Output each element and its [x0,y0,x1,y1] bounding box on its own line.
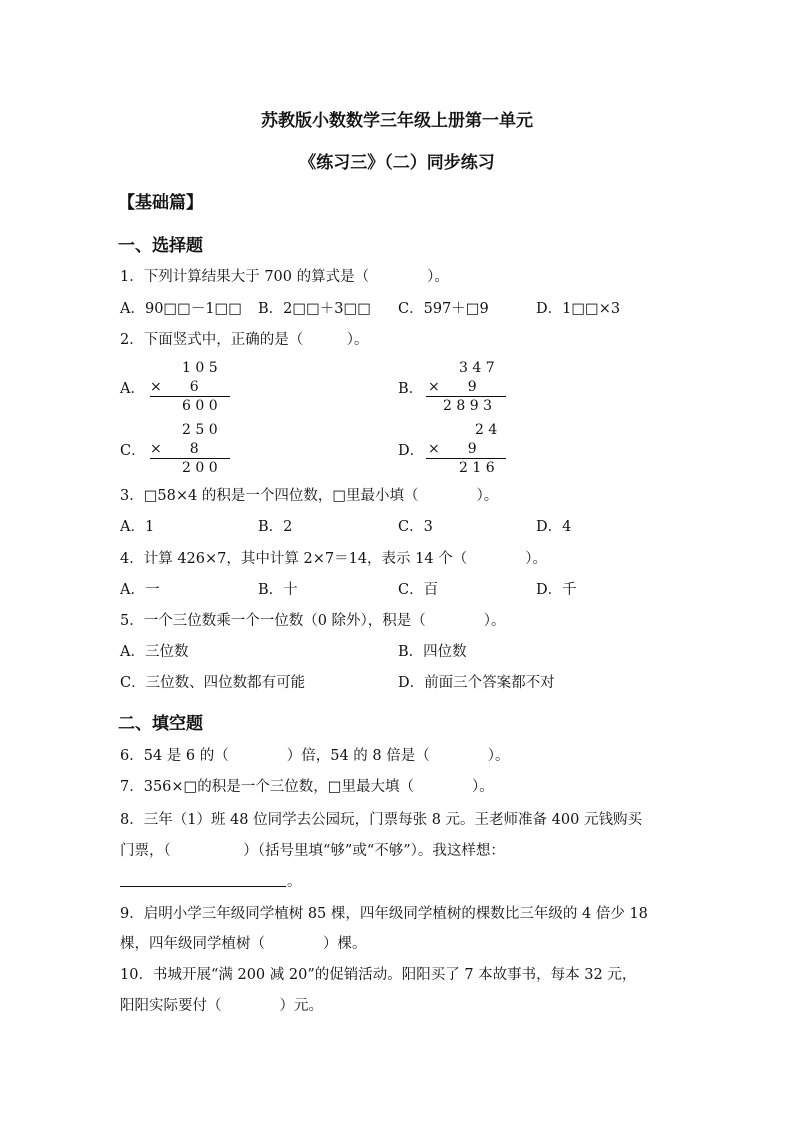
q1-option-c: C．597＋□9 [398,301,489,317]
q1-option-b: B．2□□＋3□□ [258,301,371,317]
q2-c-product: 2 0 0 [182,460,218,476]
question-5-stem: 5．一个三位数乘一个一位数（0 除外），积是（ ）。 [120,613,506,629]
q4-option-a: A．一 [120,582,160,598]
question-3-stem: 3．□58×4 的积是一个四位数，□里最小填（ ）。 [120,488,499,504]
q2-option-d-label: D． [398,443,425,459]
q2-c-multiplier: × 8 [150,441,199,457]
question-8-line-2: 门票，（ ）（括号里填“够”或“不够”）。我这样想： [120,843,505,859]
question-10-line-1: 10．书城开展“满 200 减 20”的促销活动。阳阳买了 7 本故事书，每本 32 元， [120,967,637,983]
q2-b-product: 2 8 9 3 [443,398,492,414]
q5-option-a: A．三位数 [120,644,189,660]
q8-line-3-end: 。 [287,874,302,890]
q5-option-d: D．前面三个答案都不对 [398,675,555,691]
q3-option-d: D．4 [536,519,572,535]
q1-option-d: D．1□□×3 [536,301,621,317]
question-2-stem: 2．下面竖式中，正确的是（ ）。 [120,332,369,348]
q5-option-c: C．三位数、四位数都有可能 [120,675,306,691]
q2-a-multiplier: × 6 [150,379,199,395]
q2-d-rule [426,458,506,459]
section-choice-heading: 一、选择题 [118,236,203,256]
q2-c-rule [150,458,230,459]
document-title: 苏教版小数数学三年级上册第一单元 [261,111,533,131]
q3-option-b: B．2 [258,519,293,535]
question-4-stem: 4．计算 426×7，其中计算 2×7＝14，表示 14 个（ ）。 [120,551,547,567]
q1-option-a: A．90□□－1□□ [120,301,242,317]
q3-option-c: C．3 [398,519,433,535]
q4-option-b: B．十 [258,582,298,598]
question-8-line-1: 8．三年（1）班 48 位同学去公园玩，门票每张 8 元。王老师准备 400 元钱购买 [120,812,642,828]
question-10-line-2: 阳阳实际要付（ ）元。 [120,998,323,1014]
q2-option-b-label: B． [398,381,424,397]
question-1-stem: 1．下列计算结果大于 700 的算式是（ ）。 [120,269,449,285]
question-7: 7．356×□的积是一个三位数，□里最大填（ ）。 [120,779,494,795]
section-basic-heading: 【基础篇】 [118,193,203,213]
q5-option-b: B．四位数 [398,644,467,660]
q2-a-rule [150,396,230,397]
q2-b-multiplicand: 3 4 7 [459,360,495,376]
question-9-line-2: 棵，四年级同学植树（ ）棵。 [120,936,367,952]
q2-a-multiplicand: 1 0 5 [182,360,218,376]
section-fill-heading: 二、填空题 [118,714,203,734]
q2-option-c-label: C． [120,443,146,459]
q2-option-a-label: A． [120,381,145,397]
q2-c-multiplicand: 2 5 0 [182,422,218,438]
q3-option-a: A．1 [120,519,155,535]
q2-d-multiplicand: 2 4 [475,422,498,438]
q2-d-multiplier: × 9 [428,441,477,457]
q2-a-product: 6 0 0 [182,398,218,414]
q4-option-c: C．百 [398,582,439,598]
q2-d-product: 2 1 6 [459,460,495,476]
q8-answer-blank [120,886,286,887]
q4-option-d: D．千 [536,582,577,598]
q2-b-rule [426,396,506,397]
document-subtitle: 《练习三》（二）同步练习 [299,153,495,173]
question-6: 6．54 是 6 的（ ）倍，54 的 8 倍是（ ）。 [120,748,510,764]
q2-b-multiplier: × 9 [428,379,477,395]
question-9-line-1: 9．启明小学三年级同学植树 85 棵，四年级同学植树的棵数比三年级的 4 倍少 18 [120,906,648,922]
